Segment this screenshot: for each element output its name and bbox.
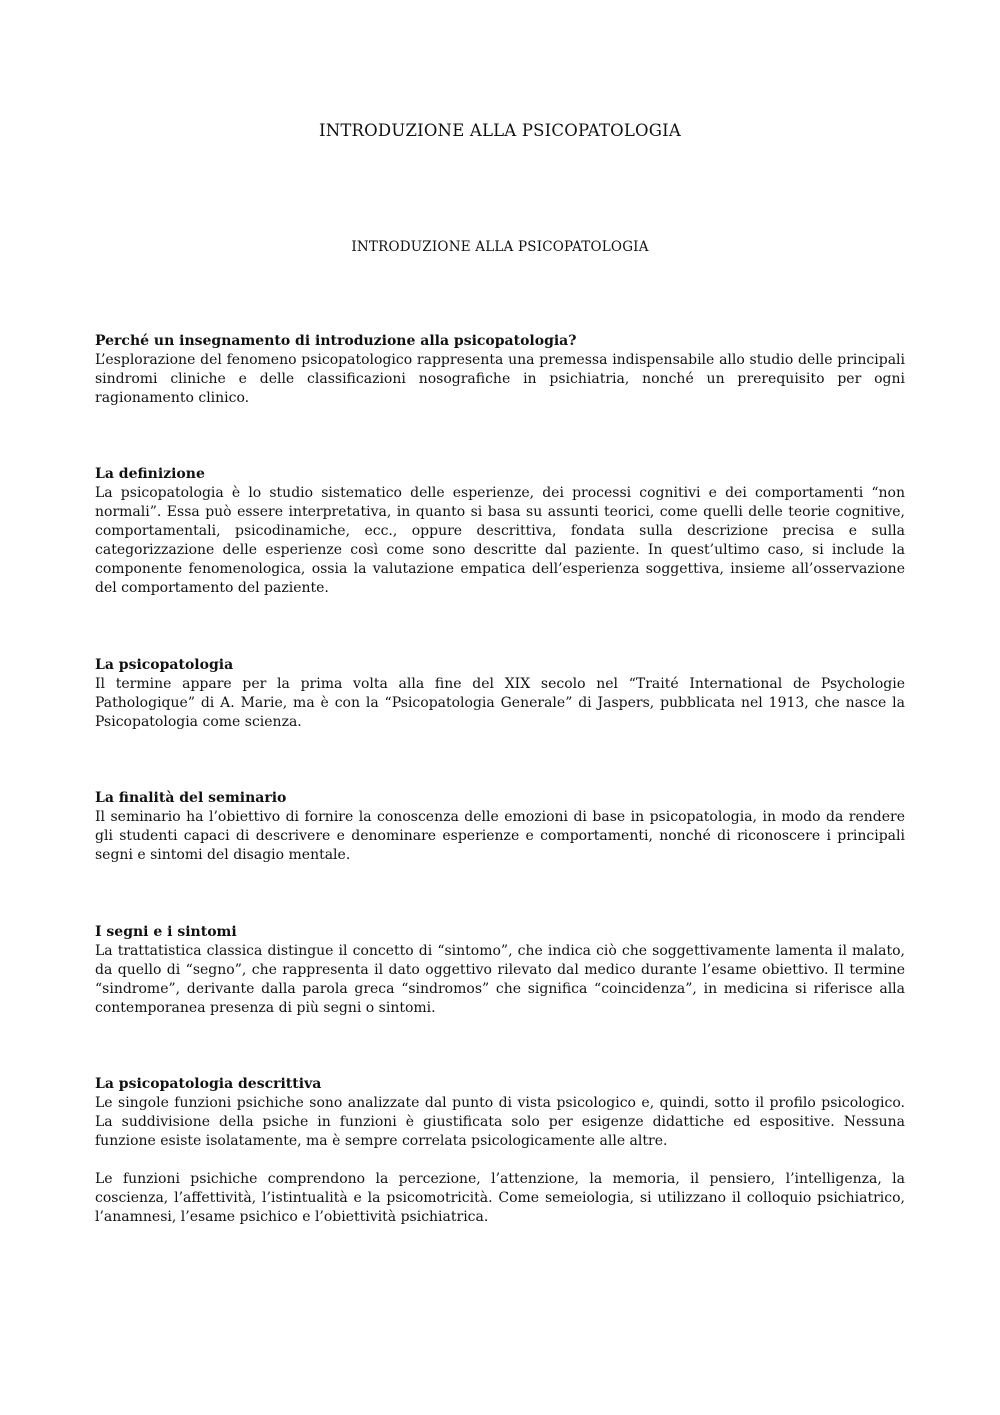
section-definition	[95, 465, 905, 598]
section-paragraph: La psicopatologia è lo studio sistematico delle esperienze, dei processi cognitivi e dei comportamenti “non normali”. Essa può essere interpretativa, in quanto si basa su assunti teorici, come quelli delle teorie cognitive, comportamentali, psicodinamiche, ecc., oppure descrittiva, fondata sulla descrizione precisa e sulla categorizzazione delle esperienze così come sono descritte dal paziente. In quest’ultimo caso, si include la componente fenomenologica, ossia la valutazione empatica dell’esperienza soggettiva, insieme all’osservazione del comportamento del paziente.	[95, 485, 905, 596]
section-psychopathology	[95, 656, 905, 732]
section-heading: La finalità del seminario	[95, 790, 287, 806]
document-title: INTRODUZIONE ALLA PSICOPATOLOGIA	[319, 121, 681, 140]
section-heading: La psicopatologia descrittiva	[95, 1076, 322, 1092]
section-seminar-purpose	[95, 789, 905, 865]
section-paragraph: Il termine appare per la prima volta alla fine del XIX secolo nel “Traité International de Psychologie Pathologique” di A. Marie, ma è con la “Psicopatologia Generale” di Jaspers, pubblicata nel 1913, che nasce la Psicopatologia come scienza.	[95, 676, 905, 730]
section-heading: Perché un insegnamento di introduzione alla psicopatologia?	[95, 333, 577, 349]
section-signs-symptoms	[95, 923, 905, 1018]
section-heading: I segni e i sintomi	[95, 924, 237, 940]
document-subtitle: INTRODUZIONE ALLA PSICOPATOLOGIA	[351, 239, 649, 255]
section-heading: La definizione	[95, 466, 205, 482]
section-paragraph: La trattatistica classica distingue il concetto di “sintomo”, che indica ciò che soggettivamente lamenta il malato, da quello di “segno”, che rappresenta il dato oggettivo rilevato dal medico durante l’esame obiettivo. Il termine “sindrome”, derivante dalla parola greca “sindromos” che significa “coincidenza”, in medicina si riferisce alla contemporanea presenza di più segni o sintomi.	[95, 943, 905, 1016]
section-paragraph: Le singole funzioni psichiche sono analizzate dal punto di vista psicologico e, quindi, sotto il profilo psicologico. La suddivisione della psiche in funzioni è giustificata solo per esigenze didattiche ed espositive. Nessuna funzione esiste isolatamente, ma è sempre correlata psicologicamente alle altre.	[95, 1095, 905, 1149]
section-heading: La psicopatologia	[95, 657, 234, 673]
section-descriptive-psychopathology	[95, 1075, 905, 1227]
section-paragraph: Le funzioni psichiche comprendono la percezione, l’attenzione, la memoria, il pensiero, l’intelligenza, la coscienza, l’affettività, l’istintualità e la psicomotricità. Come semeiologia, si utilizzano il colloquio psichiatrico, l’anamnesi, l’esame psichico e l’obiettività psichiatrica.	[95, 1171, 905, 1225]
section-why-teaching	[95, 332, 905, 408]
section-paragraph: Il seminario ha l’obiettivo di fornire la conoscenza delle emozioni di base in psicopatologia, in modo da rendere gli studenti capaci di descrivere e denominare esperienze e comportamenti, nonché di riconoscere i principali segni e sintomi del disagio mentale.	[95, 809, 905, 863]
section-paragraph: L’esplorazione del fenomeno psicopatologico rappresenta una premessa indispensabile allo studio delle principali sindromi cliniche e delle classificazioni nosografiche in psichiatria, nonché un prerequisito per ogni ragionamento clinico.	[95, 352, 905, 406]
